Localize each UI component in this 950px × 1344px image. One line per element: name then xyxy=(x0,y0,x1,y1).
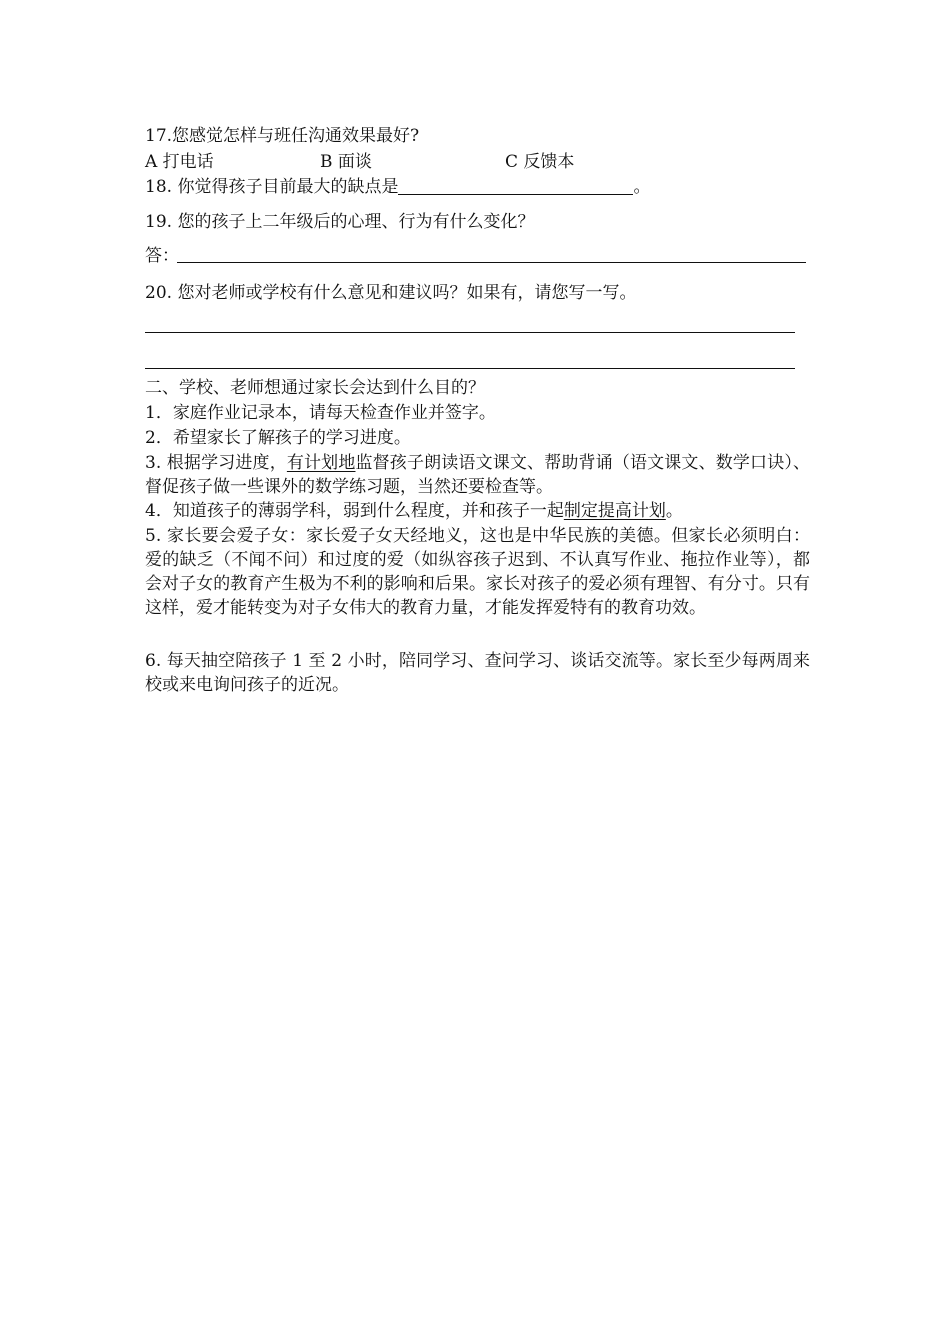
section2-item-2: 2．希望家长了解孩子的学习进度。 xyxy=(145,428,411,448)
q17-option-c: C 反馈本 xyxy=(505,152,575,172)
section2-item-6: 6. 每天抽空陪孩子 1 至 2 小时，陪同学习、查问学习、谈话交流等。家长至少每两周来校或来电询问孩子的近况。 xyxy=(145,651,810,695)
section2-item-3 xyxy=(145,451,810,499)
q20-answer-line-1 xyxy=(145,332,795,333)
q17-option-b: B 面谈 xyxy=(320,152,372,172)
q19-answer-label: 答： xyxy=(145,246,179,266)
item3-after: 监督孩子朗读语文课文、帮助背诵（语文课文、数学口诀）、督促孩子做一些课外的数学练习题，当然还要检查等。 xyxy=(145,453,811,497)
item4-before: 4．知道孩子的薄弱学科，弱到什么程度，并和孩子一起 xyxy=(145,501,564,521)
question-17: 17.您感觉怎样与班任沟通效果最好? xyxy=(145,126,420,146)
section2-item-4 xyxy=(145,499,683,523)
q20-answer-line-2 xyxy=(145,368,795,369)
question-20: 20. 您对老师或学校有什么意见和建议吗？如果有，请您写一写。 xyxy=(145,283,637,303)
q19-answer-line xyxy=(177,262,806,263)
item3-before: 3. 根据学习进度， xyxy=(145,453,287,473)
section2-heading: 二、学校、老师想通过家长会达到什么目的？ xyxy=(145,378,485,398)
q17-option-a: A 打电话 xyxy=(145,152,214,172)
item3-underlined: 有计划地 xyxy=(286,453,356,473)
question-18 xyxy=(145,175,650,199)
section2-item-1: 1．家庭作业记录本，请每天检查作业并签字。 xyxy=(145,403,496,423)
item4-underlined: 制定提高计划 xyxy=(563,501,666,521)
q18-answer-blank xyxy=(398,176,633,195)
q18-suffix: 。 xyxy=(633,177,651,197)
question-19: 19. 您的孩子上二年级后的心理、行为有什么变化？ xyxy=(145,212,535,232)
q18-prefix: 18. 你觉得孩子目前最大的缺点是 xyxy=(145,177,399,197)
item4-after: 。 xyxy=(665,501,683,521)
section2-item-5: 5. 家长要会爱子女：家长爱子女天经地义，这也是中华民族的美德。但家长必须明白：爱的缺乏（不闻不问）和过度的爱（如纵容孩子迟到、不认真写作业、拖拉作业等），都会对子女的教育产生极为不利的影响和后果。家长对孩子的爱必须有理智、有分寸。只有这样，爱才能转变为对子女伟大的教育力量，才能发挥爱特有的教育功效。 xyxy=(145,526,810,618)
